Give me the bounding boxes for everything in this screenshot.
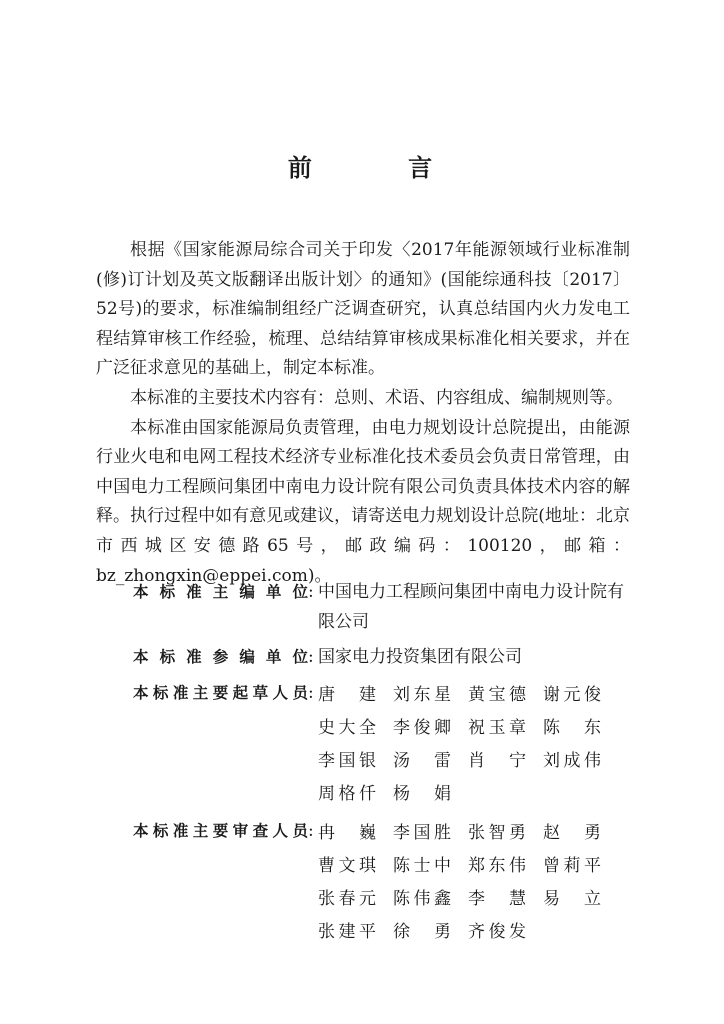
participating-unit-label: 本标准参编单位 (133, 648, 308, 667)
reviewer-name: 张春元 (318, 888, 376, 909)
reviewer-name: 陈士中 (393, 855, 451, 876)
drafter-name: 杨 娟 (393, 783, 451, 804)
drafters-names (318, 679, 630, 811)
drafter-name: 李国银 (318, 750, 376, 771)
reviewer-name: 李国胜 (393, 822, 451, 843)
paragraph-content: 本标准的主要技术内容有：总则、术语、内容组成、编制规则等。 (130, 387, 623, 408)
drafter-name: 刘成伟 (543, 750, 601, 771)
reviewer-name: 李 慧 (468, 888, 526, 909)
drafter-name: 祝玉章 (468, 717, 526, 738)
chief-unit-value: 中国电力工程顾问集团中南电力设计院有限公司 (318, 582, 624, 632)
participating-unit-value: 国家电力投资集团有限公司 (318, 647, 522, 668)
reviewer-name: 张智勇 (468, 822, 526, 843)
drafters-colon: : (308, 682, 314, 703)
paragraph-management: 本标准由国家能源局负责管理，由电力规划设计总院提出，由能源行业火电和电网工程技术经济专业标准化技术委员会负责日常管理，由中国电力工程顾问集团中南电力设计院有限公司负责具体技术内容的解释。执行过程中如有意见或建议，请寄送电力规划设计总院(地址：北京市西城区安德路65号，邮政编码：100120，邮箱：bz_zhongxin@eppei.com)。 (96, 417, 630, 586)
drafter-name: 刘东星 (393, 684, 451, 705)
drafter-name: 汤 雷 (393, 750, 451, 771)
drafter-name: 史大全 (318, 717, 376, 738)
page-title: 前 言 (287, 154, 477, 182)
credits-section (133, 578, 630, 955)
reviewers-names (318, 817, 630, 949)
drafter-name: 肖 宁 (468, 750, 526, 771)
reviewers-colon: : (308, 820, 314, 841)
paragraph-basis: 根据《国家能源局综合司关于印发〈2017年能源领域行业标准制(修)订计划及英文版翻译出版计划〉的通知》(国能综通科技〔2017〕52号)的要求，标准编制组经广泛调查研究，认真总结国内火力发电工程结算审核工作经验，梳理、总结结算审核成果标准化相关要求，并在广泛征求意见的基础上，制定本标准。 (96, 240, 630, 379)
drafter-name: 李俊卿 (393, 717, 451, 738)
participating-unit-colon: : (308, 647, 314, 668)
reviewer-name: 徐 勇 (393, 921, 451, 942)
reviewers-label: 本标准主要审查人员 (133, 821, 308, 840)
drafter-name: 黄宝德 (468, 684, 526, 705)
reviewer-name: 郑东伟 (468, 855, 526, 876)
reviewers-row (133, 817, 630, 949)
reviewer-name: 陈伟鑫 (393, 888, 451, 909)
reviewer-name: 齐俊发 (468, 921, 526, 942)
drafter-name: 谢元俊 (543, 684, 601, 705)
drafter-name: 唐 建 (318, 684, 376, 705)
reviewer-name: 冉 巍 (318, 822, 376, 843)
drafters-row (133, 679, 630, 811)
preface-body (96, 236, 630, 591)
reviewer-name: 曹文琪 (318, 855, 376, 876)
chief-unit-colon: : (308, 582, 314, 602)
participating-unit-row (133, 643, 630, 673)
reviewer-name: 赵 勇 (543, 822, 601, 843)
drafters-label: 本标准主要起草人员 (133, 683, 308, 702)
drafter-name: 陈 东 (543, 717, 601, 738)
chief-unit-row (133, 578, 630, 637)
reviewer-name: 曾莉平 (543, 855, 601, 876)
drafter-name: 周格仟 (318, 783, 376, 804)
chief-unit-label: 本标准主编单位 (133, 583, 308, 601)
reviewer-name: 张建平 (318, 921, 376, 942)
reviewer-name: 易 立 (543, 888, 601, 909)
